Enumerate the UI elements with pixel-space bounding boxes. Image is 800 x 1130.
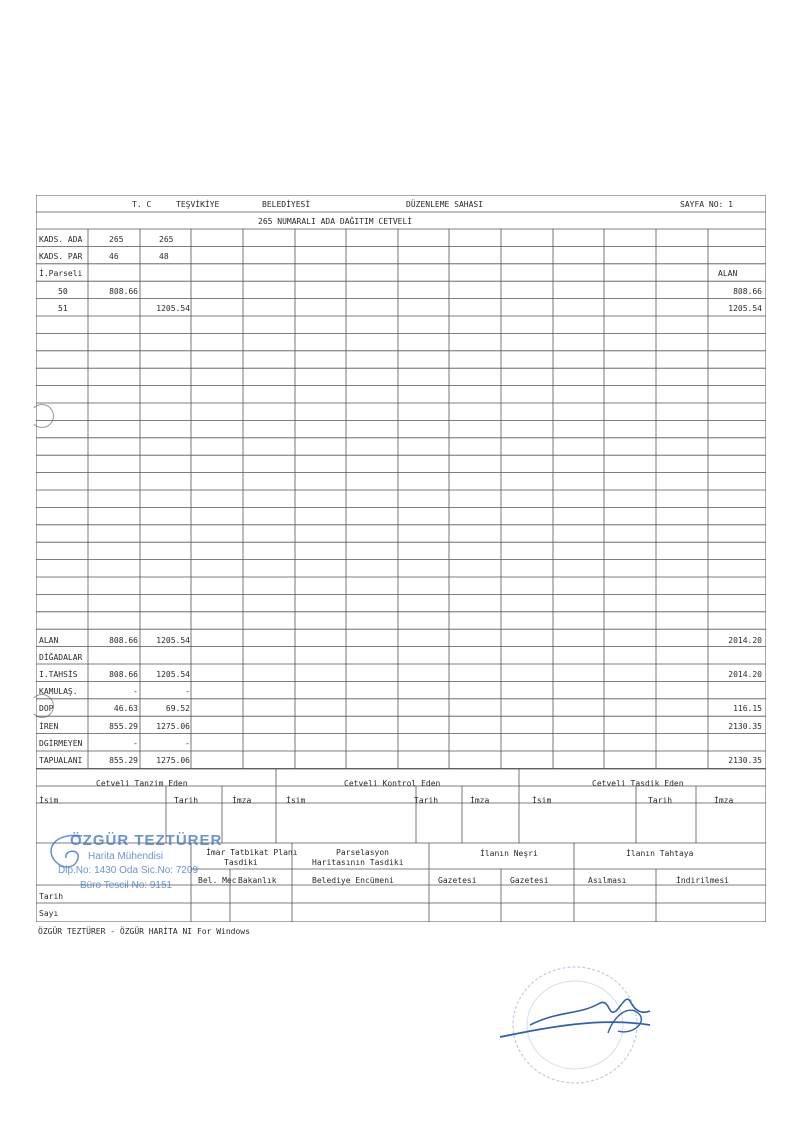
total-value: 2014.20 (728, 636, 762, 645)
tanzim-header: Cetveli Tanzim Eden (96, 779, 188, 788)
cell-value: 1205.54 (156, 304, 190, 313)
cell-value: 1205.54 (156, 636, 190, 645)
cell-value: 855.29 (109, 722, 138, 731)
stamp-name: ÖZGÜR TEZTÜRER (70, 832, 223, 849)
cell-value: - (133, 739, 138, 748)
cell-value: 855.29 (109, 756, 138, 765)
imar-plani-label: İmar Tatbikat Planı (206, 848, 298, 857)
summary-label: DGİRMEYEN (39, 739, 83, 748)
cell-value: - (185, 687, 190, 696)
imza-label: İmza (714, 796, 734, 805)
sayi-row-label: Sayı (39, 909, 59, 918)
parselasyon-label: Parselasyon (336, 848, 389, 857)
row-label-parseli: İ.Parseli (39, 269, 83, 278)
parcel-label: 51 (58, 304, 68, 313)
summary-label: TAPUALANI (39, 756, 83, 765)
kontrol-header: Cetveli Kontrol Eden (344, 779, 441, 788)
tarih-label: Tarih (414, 796, 439, 805)
tc-label: T. C (132, 200, 152, 209)
summary-label: İREN (39, 722, 59, 731)
row-label-kads-par: KADS. PAR (39, 252, 83, 261)
cell-value: - (133, 687, 138, 696)
isim-label: İsim (532, 796, 552, 805)
area-type: DÜZENLEME SAHASI (406, 200, 484, 209)
cell-value: 808.66 (109, 670, 138, 679)
isim-label: İsim (39, 796, 59, 805)
total-value: 808.66 (733, 287, 762, 296)
cell-value: 1205.54 (156, 670, 190, 679)
total-value: 116.15 (733, 704, 762, 713)
cell-value: 69.52 (165, 704, 190, 713)
engineer-stamp (58, 832, 248, 902)
gazetesi-label: Gazetesi (510, 876, 549, 885)
cell-value: 1275.06 (156, 756, 190, 765)
bel-mec-label: Bel. Mec. (198, 876, 242, 885)
summary-label: DOP (39, 704, 54, 713)
summary-label: DİĞADALAR (39, 653, 83, 662)
parcel-label: 50 (58, 287, 68, 296)
cell-value: 1275.06 (156, 722, 190, 731)
summary-label: ALAN (39, 636, 59, 645)
total-value: 2014.20 (728, 670, 762, 679)
signature-flourish (530, 999, 650, 1025)
page-number: SAYFA NO: 1 (680, 200, 733, 209)
cell-value: 808.66 (109, 636, 138, 645)
total-value: 2130.35 (728, 722, 762, 731)
total-value: 2130.35 (728, 756, 762, 765)
alan-header: ALAN (718, 269, 738, 278)
ilan-tahtaya-label: İlanın Tahtaya (626, 849, 694, 858)
distribution-table-form (36, 195, 766, 922)
software-footer: ÖZGÜR TEZTÜRER - ÖZGÜR HARİTA NI For Windows (38, 927, 250, 936)
cell-value: 808.66 (109, 287, 138, 296)
municipality-label: BELEDİYESİ (262, 200, 311, 209)
isim-label: İsim (286, 796, 306, 805)
gazetesi-label: Gazetesi (438, 876, 477, 885)
parselasyon-tasdik-label: Haritasının Tasdiki (312, 858, 404, 867)
approval-seal-signature (490, 955, 670, 1095)
tarih-row-label: Tarih (39, 892, 64, 901)
cell-value: 48 (159, 252, 169, 261)
tarih-label: Tarih (174, 796, 199, 805)
imza-label: İmza (232, 796, 252, 805)
ilan-nesri-label: İlanın Neşri (480, 849, 538, 858)
summary-label: I.TAHSİS (39, 670, 78, 679)
tarih-label: Tarih (648, 796, 673, 805)
town-name: TEŞVİKİYE (176, 200, 220, 209)
cell-value: 265 (159, 235, 174, 244)
tasdik-header: Cetveli Tasdik Eden (592, 779, 684, 788)
table-title: 265 NUMARALI ADA DAĞITIM CETVELİ (258, 217, 413, 226)
cell-value: 46 (109, 252, 119, 261)
total-value: 1205.54 (728, 304, 762, 313)
stamp-registration: Dip.No: 1430 Oda Sic.No: 7209 (58, 865, 199, 876)
stamp-title: Harita Mühendisi (88, 851, 164, 862)
encumeni-label: Belediye Encümeni (312, 876, 394, 885)
cell-value: - (185, 739, 190, 748)
asilmasi-label: Asılması (588, 876, 627, 885)
row-label-kads-ada: KADS. ADA (39, 235, 83, 244)
stamp-office-no: Büro Tescil No: 9151 (80, 880, 173, 891)
imza-label: İmza (470, 796, 490, 805)
summary-label: KAMULAŞ. (39, 687, 78, 696)
cell-value: 265 (109, 235, 124, 244)
bakanlik-label: Bakanlık (238, 876, 277, 885)
imar-tasdik-label: Tasdiki (224, 858, 258, 867)
cell-value: 46.63 (113, 704, 138, 713)
indirilmesi-label: İndirilmesi (676, 876, 729, 885)
signature-stroke (500, 1022, 650, 1037)
